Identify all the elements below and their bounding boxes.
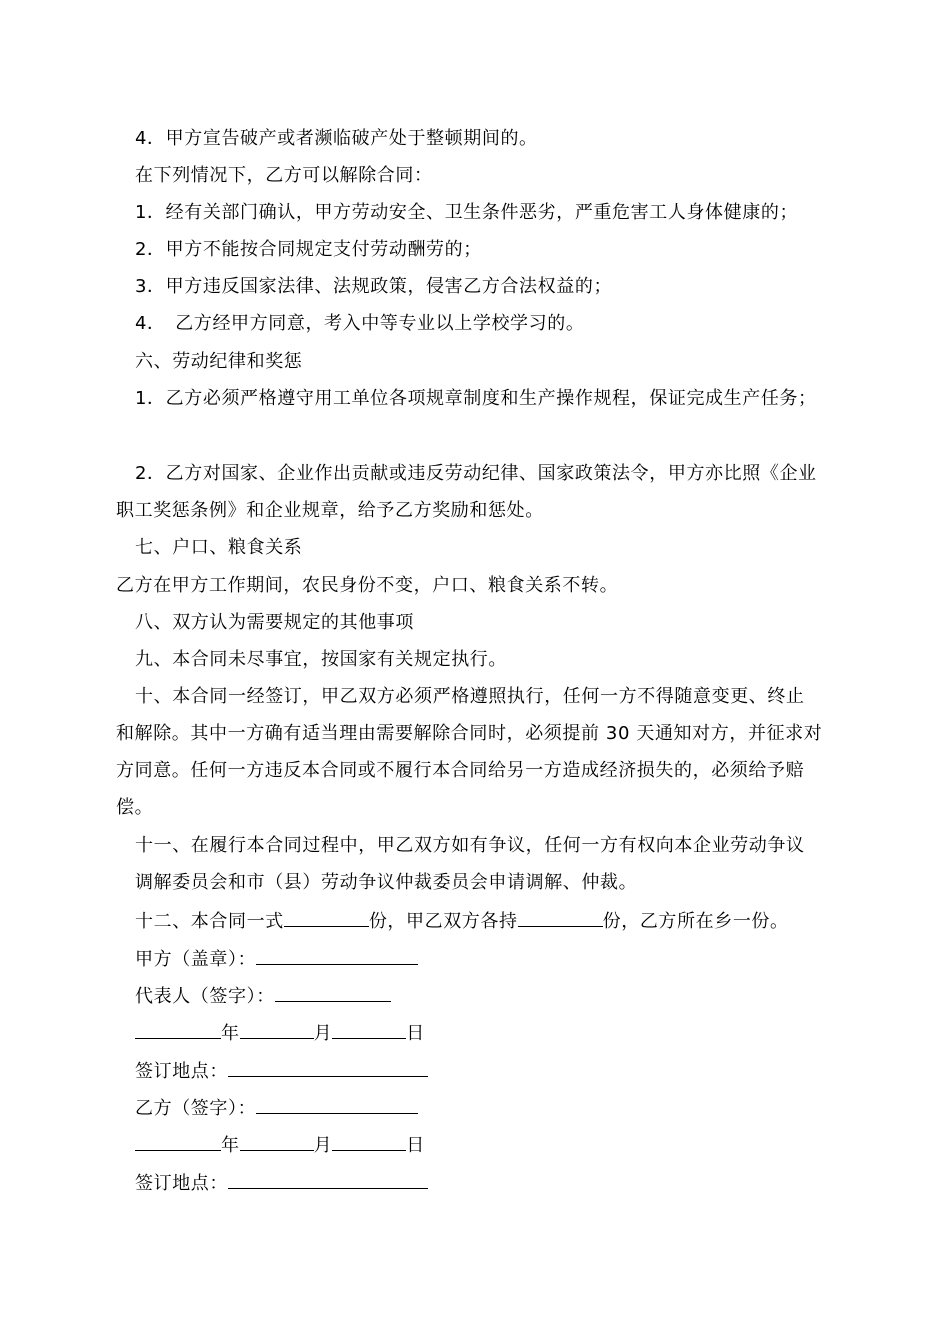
copies-middle: 份，甲乙双方各持 — [368, 911, 518, 932]
clause-line: 乙方在甲方工作期间，农民身份不变，户口、粮食关系不转。 — [116, 575, 619, 596]
section-heading: 六、劳动纪律和奖惩 — [135, 351, 303, 372]
section-heading: 九、本合同未尽事宜，按国家有关规定执行。 — [135, 649, 507, 670]
year-label: 年 — [221, 1023, 240, 1044]
representative-label: 代表人（签字）： — [135, 986, 275, 1007]
day-blank[interactable] — [332, 1020, 406, 1039]
party-b-line — [135, 1095, 418, 1121]
clause-line: 3．甲方违反国家法律、法规政策，侵害乙方合法权益的； — [135, 276, 613, 297]
clause-line: 和解除。其中一方确有适当理由需要解除合同时，必须提前 30 天通知对方，并征求对 — [116, 723, 823, 744]
party-a-seal-blank[interactable] — [256, 946, 418, 965]
representative-line — [135, 983, 391, 1009]
date-line-a — [135, 1020, 425, 1046]
clause-line: 职工奖惩条例》和企业规章，给予乙方奖励和惩处。 — [116, 500, 544, 521]
copies-line — [135, 908, 789, 934]
month-label: 月 — [313, 1135, 333, 1156]
section-heading: 十一、在履行本合同过程中，甲乙双方如有争议，任何一方有权向本企业劳动争议 — [135, 835, 805, 856]
place-blank[interactable] — [228, 1058, 428, 1077]
month-blank[interactable] — [240, 1020, 314, 1039]
clause-line: 4．甲方宣告破产或者濒临破产处于整顿期间的。 — [135, 128, 538, 149]
clause-line: 2．甲方不能按合同规定支付劳动酬劳的； — [135, 239, 482, 260]
section-heading: 八、双方认为需要规定的其他事项 — [135, 612, 414, 633]
clause-line: 在下列情况下，乙方可以解除合同： — [135, 165, 433, 186]
section-heading: 十、本合同一经签订，甲乙双方必须严格遵照执行，任何一方不得随意变更、终止 — [135, 686, 805, 707]
month-blank[interactable] — [240, 1132, 314, 1151]
clause-line: 偿。 — [116, 797, 154, 818]
clause-line: 4． 乙方经甲方同意，考入中等专业以上学校学习的。 — [135, 313, 585, 334]
copies-each-blank[interactable] — [518, 908, 603, 927]
party-b-label: 乙方（签字）： — [135, 1098, 257, 1119]
party-b-signature-blank[interactable] — [256, 1095, 418, 1114]
day-blank[interactable] — [332, 1132, 406, 1151]
clause-line: 2．乙方对国家、企业作出贡献或违反劳动纪律、国家政策法令，甲方亦比照《企业 — [135, 463, 817, 484]
year-label: 年 — [221, 1135, 240, 1156]
day-label: 日 — [406, 1135, 425, 1156]
place-line-a — [135, 1058, 428, 1084]
clause-line: 方同意。任何一方违反本合同或不履行本合同给另一方造成经济损失的，必须给予赔 — [116, 760, 805, 781]
clause-line: 1．乙方必须严格遵守用工单位各项规章制度和生产操作规程，保证完成生产任务； — [135, 388, 817, 409]
place-line-b — [135, 1170, 428, 1196]
section-heading: 七、户口、粮食关系 — [135, 537, 303, 558]
month-label: 月 — [313, 1023, 333, 1044]
day-label: 日 — [406, 1023, 425, 1044]
party-a-label: 甲方（盖章）： — [135, 949, 257, 970]
copies-prefix: 十二、本合同一式 — [135, 911, 284, 932]
copies-suffix: 份，乙方所在乡一份。 — [602, 911, 789, 932]
place-label: 签订地点： — [135, 1061, 228, 1082]
date-line-b — [135, 1132, 425, 1158]
party-a-line — [135, 946, 418, 972]
place-label: 签订地点： — [135, 1173, 228, 1194]
year-blank[interactable] — [135, 1132, 221, 1151]
copies-total-blank[interactable] — [284, 908, 369, 927]
representative-signature-blank[interactable] — [275, 983, 391, 1002]
place-blank[interactable] — [228, 1170, 428, 1189]
year-blank[interactable] — [135, 1020, 221, 1039]
clause-line: 调解委员会和市（县）劳动争议仲裁委员会申请调解、仲裁。 — [135, 872, 638, 893]
clause-line: 1．经有关部门确认，甲方劳动安全、卫生条件恶劣，严重危害工人身体健康的； — [135, 202, 799, 223]
